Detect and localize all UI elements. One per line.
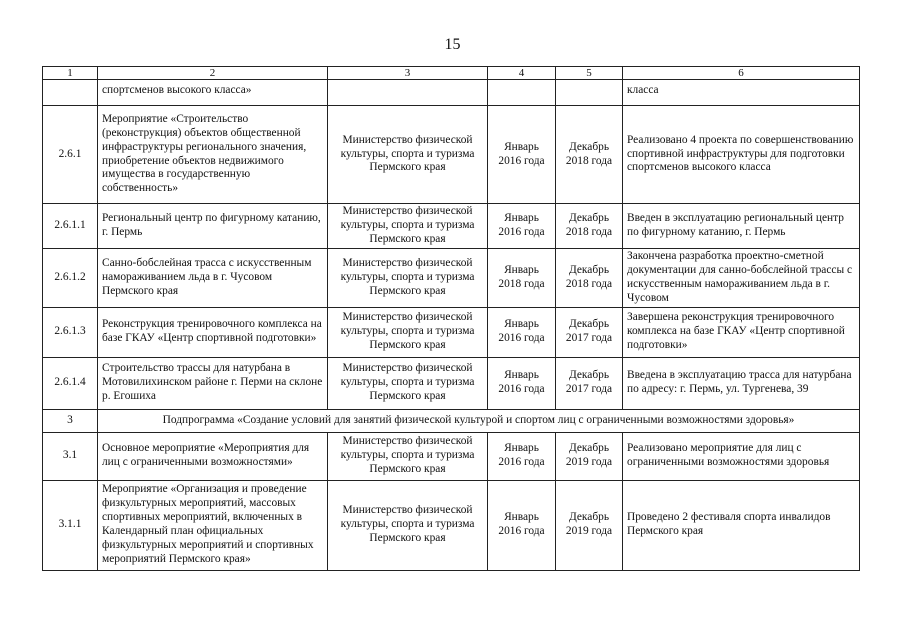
- column-header: 2: [98, 67, 328, 80]
- table-row: [43, 106, 860, 204]
- result-cell: Реализовано 4 проекта по совершенствованию спортивной инфраструктуры для подготовки спортсменов высокого класса: [623, 106, 860, 204]
- start-date-cell: Январь 2016 года: [488, 357, 556, 409]
- code-cell: 2.6.1.4: [43, 357, 98, 409]
- end-date-cell: Декабрь 2018 года: [556, 106, 623, 204]
- column-number-row: [43, 67, 860, 80]
- activity-cell: Мероприятие «Строительство (реконструкция) объектов общественной инфраструктуры регионального значения, приобретение объектов недвижимого имущества в государственную собственность»: [98, 106, 328, 204]
- subprogram-row: [43, 409, 860, 432]
- activity-cell: Реконструкция тренировочного комплекса на базе ГКАУ «Центр спортивной подготовки»: [98, 307, 328, 357]
- activity-cell: Основное мероприятие «Мероприятия для лиц с ограниченными возможностями»: [98, 432, 328, 480]
- column-header: 4: [488, 67, 556, 80]
- activity-cell: Строительство трассы для натурбана в Мотовилихинском районе г. Перми на склоне р. Егошиха: [98, 357, 328, 409]
- code-cell: 2.6.1.2: [43, 249, 98, 308]
- start-date-cell: Январь 2016 года: [488, 480, 556, 570]
- code-cell: 3.1.1: [43, 480, 98, 570]
- column-header: 3: [328, 67, 488, 80]
- activity-cell: Мероприятие «Организация и проведение физкультурных мероприятий, массовых спортивных мероприятий, включенных в Календарный план официальных физкультурных мероприятий и спортивных мероприятий Пермского края»: [98, 480, 328, 570]
- column-header: 5: [556, 67, 623, 80]
- executor-cell: Министерство физической культуры, спорта и туризма Пермского края: [328, 249, 488, 308]
- code-cell: 2.6.1: [43, 106, 98, 204]
- activity-cell: спортсменов высокого класса»: [98, 80, 328, 106]
- program-table: [42, 66, 860, 571]
- code-cell: 2.6.1.3: [43, 307, 98, 357]
- table-row: [43, 204, 860, 249]
- activity-cell: Региональный центр по фигурному катанию, г. Пермь: [98, 204, 328, 249]
- start-date-cell: Январь 2016 года: [488, 307, 556, 357]
- table-row: [43, 480, 860, 570]
- executor-cell: Министерство физической культуры, спорта и туризма Пермского края: [328, 480, 488, 570]
- column-header: 6: [623, 67, 860, 80]
- end-date-cell: Декабрь 2018 года: [556, 204, 623, 249]
- start-date-cell: Январь 2016 года: [488, 204, 556, 249]
- executor-cell: Министерство физической культуры, спорта и туризма Пермского края: [328, 204, 488, 249]
- table-row: [43, 432, 860, 480]
- continuation-row: [43, 80, 860, 106]
- code-cell: 2.6.1.1: [43, 204, 98, 249]
- result-cell: Введена в эксплуатацию трасса для натурбана по адресу: г. Пермь, ул. Тургенева, 39: [623, 357, 860, 409]
- result-cell: Введен в эксплуатацию региональный центр по фигурному катанию, г. Пермь: [623, 204, 860, 249]
- end-date-cell: Декабрь 2019 года: [556, 432, 623, 480]
- code-cell: 3.1: [43, 432, 98, 480]
- table-row: [43, 249, 860, 308]
- executor-cell: Министерство физической культуры, спорта и туризма Пермского края: [328, 432, 488, 480]
- end-date-cell: Декабрь 2019 года: [556, 480, 623, 570]
- code-cell: 3: [43, 409, 98, 432]
- subprogram-title: Подпрограмма «Создание условий для занятий физической культурой и спортом лиц с ограниченными возможностями здоровья»: [98, 409, 860, 432]
- start-date-cell: Январь 2016 года: [488, 106, 556, 204]
- executor-cell: Министерство физической культуры, спорта и туризма Пермского края: [328, 357, 488, 409]
- result-cell: Завершена реконструкция тренировочного комплекса на базе ГКАУ «Центр спортивной подготовки»: [623, 307, 860, 357]
- result-cell: Реализовано мероприятие для лиц с ограниченными возможностями здоровья: [623, 432, 860, 480]
- table-row: [43, 357, 860, 409]
- executor-cell: Министерство физической культуры, спорта и туризма Пермского края: [328, 307, 488, 357]
- result-cell: Закончена разработка проектно-сметной документации для санно-бобслейной трассы с искусственным намораживанием льда в г. Чусовом: [623, 249, 860, 308]
- column-header: 1: [43, 67, 98, 80]
- end-date-cell: Декабрь 2017 года: [556, 307, 623, 357]
- executor-cell: Министерство физической культуры, спорта и туризма Пермского края: [328, 106, 488, 204]
- result-cell: Проведено 2 фестиваля спорта инвалидов Пермского края: [623, 480, 860, 570]
- end-date-cell: Декабрь 2018 года: [556, 249, 623, 308]
- start-date-cell: Январь 2018 года: [488, 249, 556, 308]
- end-date-cell: Декабрь 2017 года: [556, 357, 623, 409]
- activity-cell: Санно-бобслейная трасса с искусственным намораживанием льда в г. Чусовом Пермского края: [98, 249, 328, 308]
- page-number: 15: [444, 36, 461, 53]
- table-row: [43, 307, 860, 357]
- start-date-cell: Январь 2016 года: [488, 432, 556, 480]
- result-cell: класса: [623, 80, 860, 106]
